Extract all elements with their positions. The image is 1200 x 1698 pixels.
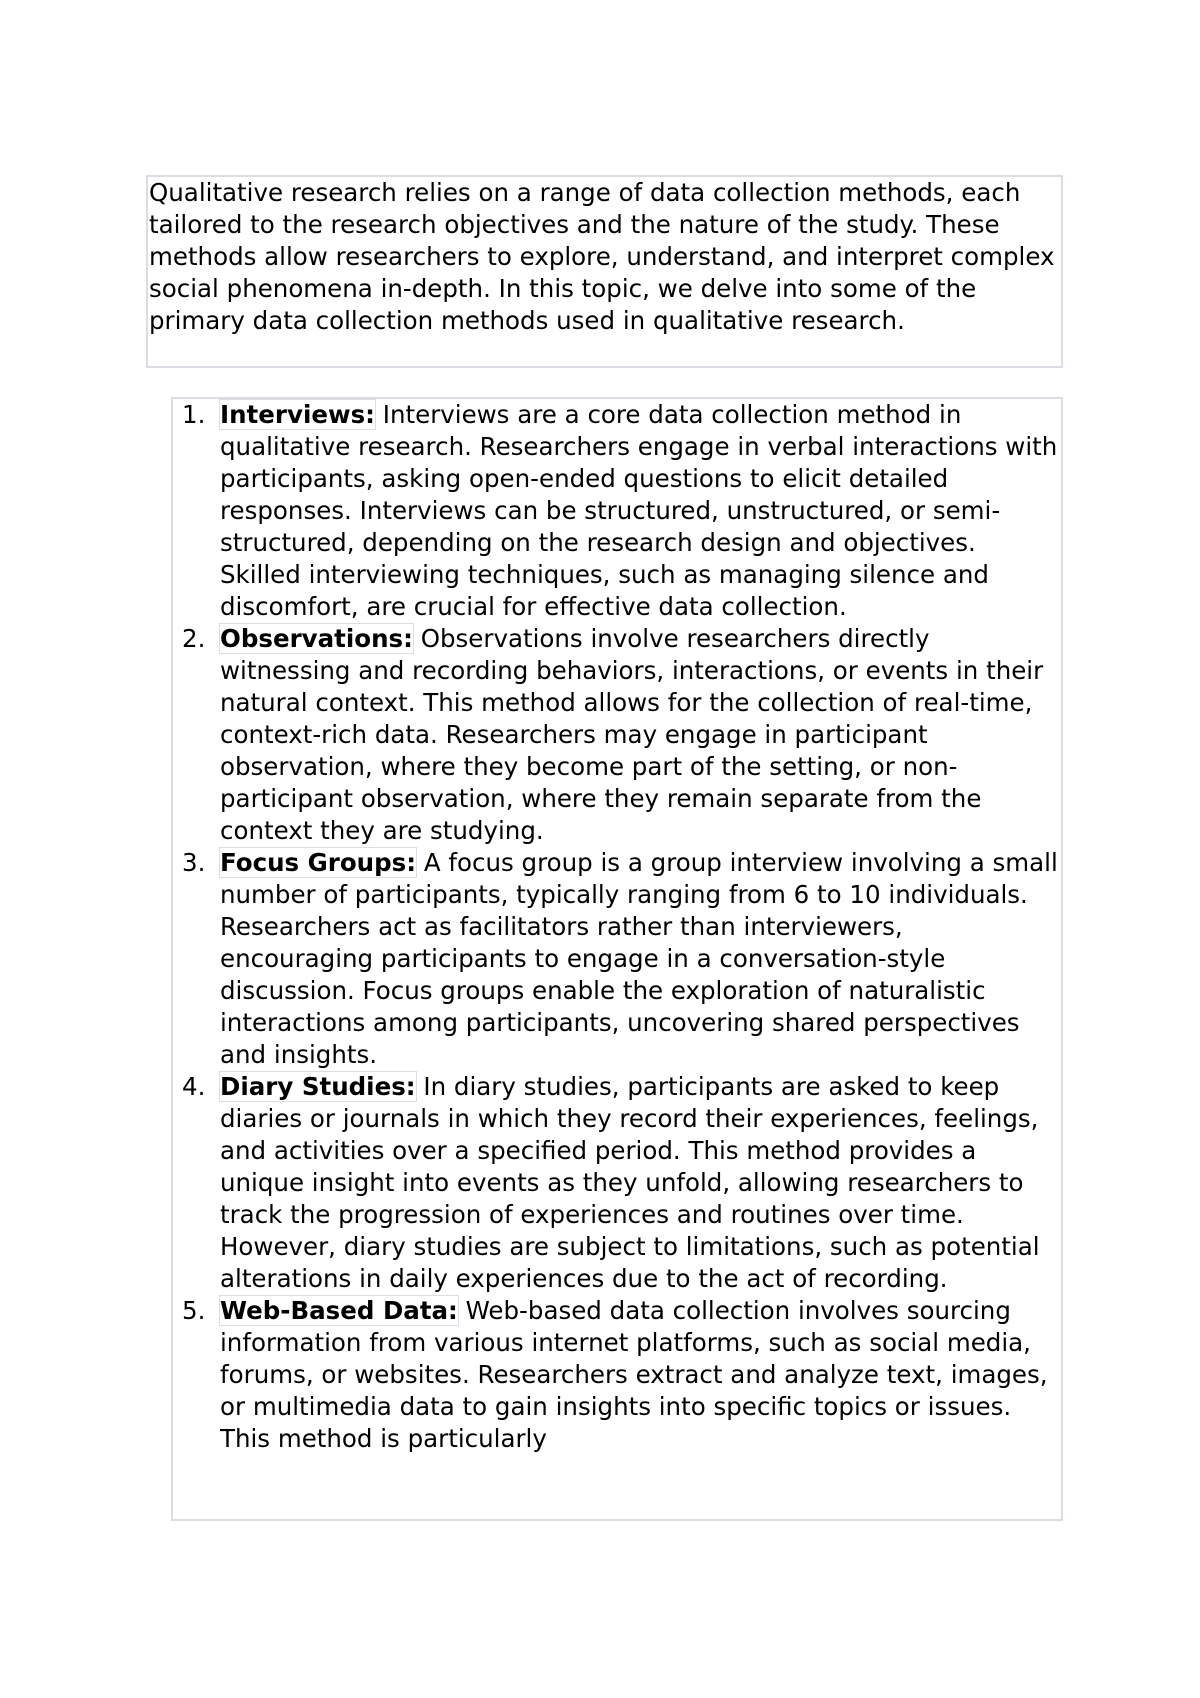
method-title: Web-Based Data: — [220, 1296, 458, 1325]
method-description: In diary studies, participants are asked to keep diaries or journals in which they record their experiences, feelings, and activities over a specified period. This method provides a unique insight into events as they unfold, allowing researchers to track the progression of experiences and routines over time. However, diary studies are subject to limitations, such as potential alterations in daily experiences due to the act of recording. — [220, 1072, 1040, 1293]
list-item-number: 2. — [182, 624, 206, 653]
list-item-number: 5. — [182, 1296, 206, 1325]
list-item-focus-groups — [173, 847, 1061, 1071]
list-item-number: 1. — [182, 400, 206, 429]
methods-section — [171, 397, 1063, 1521]
method-description: A focus group is a group interview involving a small number of participants, typically ranging from 6 to 10 individuals. Researchers act as facilitators rather than interviewers, encouraging participants to engage in a conversation-style discussion. Focus groups enable the exploration of naturalistic interactions among participants, uncovering shared perspectives and insights. — [220, 848, 1058, 1069]
list-item-observations — [173, 623, 1061, 847]
list-item-number: 4. — [182, 1072, 206, 1101]
method-description: Interviews are a core data collection method in qualitative research. Researchers engage in verbal interactions with participants, asking open-ended questions to elicit detailed responses. Interviews can be structured, unstructured, or semi-structured, depending on the research design and objectives. Skilled interviewing techniques, such as managing silence and discomfort, are crucial for effective data collection. — [220, 400, 1058, 621]
method-description: Web-based data collection involves sourcing information from various internet platforms, such as social media, forums, or websites. Researchers extract and analyze text, images, or multimedia data to gain insights into specific topics or issues. This method is particularly — [220, 1296, 1048, 1453]
intro-section — [146, 175, 1063, 368]
methods-list — [173, 399, 1061, 1455]
list-item-web-based-data — [173, 1295, 1061, 1455]
method-title: Focus Groups: — [220, 848, 417, 877]
intro-paragraph: Qualitative research relies on a range of data collection methods, each tailored to the research objectives and the nature of the study. These methods allow researchers to explore, understand, and interpret complex social phenomena in-depth. In this topic, we delve into some of the primary data collection methods used in qualitative research. — [149, 178, 1055, 335]
list-item-interviews — [173, 399, 1061, 623]
list-item-diary-studies — [173, 1071, 1061, 1295]
method-title: Observations: — [220, 624, 413, 653]
method-title: Diary Studies: — [220, 1072, 416, 1101]
method-title: Interviews: — [220, 400, 375, 429]
method-description: Observations involve researchers directly witnessing and recording behaviors, interactions, or events in their natural context. This method allows for the collection of real-time, context-rich data. Researchers may engage in participant observation, where they become part of the setting, or non-participant observation, where they remain separate from the context they are studying. — [220, 624, 1044, 845]
list-item-number: 3. — [182, 848, 206, 877]
